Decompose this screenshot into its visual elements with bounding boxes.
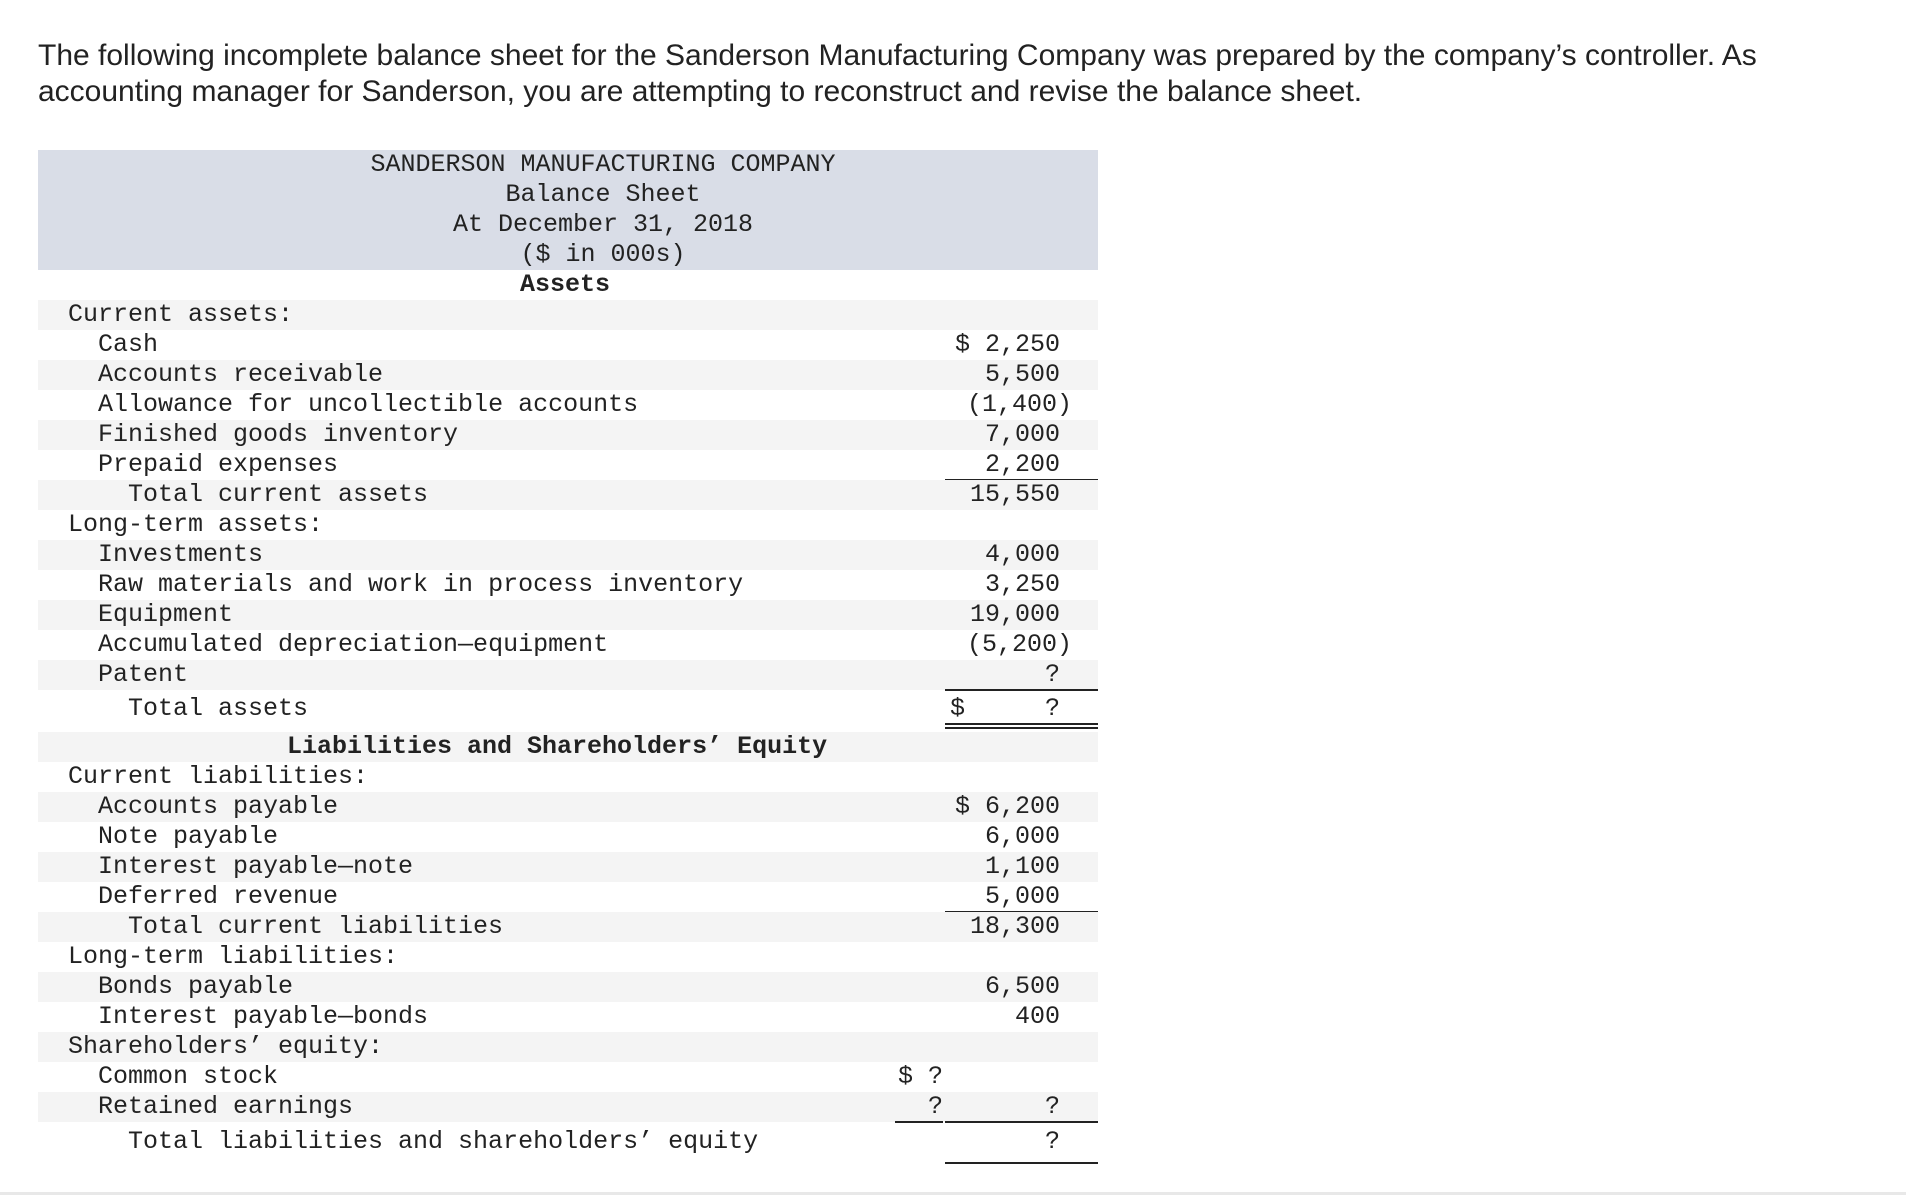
line-label: Allowance for uncollectible accounts bbox=[98, 390, 639, 419]
line-amount: 5,500 bbox=[984, 360, 1060, 389]
mid-amount: $ ? bbox=[897, 1062, 943, 1091]
line-label: Deferred revenue bbox=[98, 882, 339, 911]
assets-title: Assets bbox=[520, 270, 611, 299]
line-label: Retained earnings bbox=[98, 1092, 354, 1121]
current-liabilities-heading-row bbox=[38, 762, 1098, 792]
line-amount: 19,000 bbox=[969, 600, 1060, 629]
balance-sheet bbox=[38, 150, 1098, 1164]
line-label: Interest payable—bonds bbox=[98, 1002, 429, 1031]
asset-row-patent bbox=[38, 660, 1098, 690]
line-amount: 4,000 bbox=[984, 540, 1060, 569]
line-amount: 400 bbox=[1014, 1002, 1060, 1031]
liab-row-deferred-revenue bbox=[38, 882, 1098, 912]
asset-row-raw-wip bbox=[38, 570, 1098, 600]
line-amount: ? bbox=[1044, 660, 1060, 689]
asset-row-allowance bbox=[38, 390, 1098, 420]
line-amount: 1,100 bbox=[984, 852, 1060, 881]
asset-row-equipment bbox=[38, 600, 1098, 630]
line-amount: $ 2,250 bbox=[954, 330, 1060, 359]
line-amount: ? bbox=[1044, 1127, 1060, 1156]
liab-row-interest-note bbox=[38, 852, 1098, 882]
line-label: Total current assets bbox=[128, 480, 429, 509]
statement-units: ($ in 000s) bbox=[520, 240, 686, 269]
line-label: Accumulated depreciation—equipment bbox=[98, 630, 609, 659]
line-label: Cash bbox=[98, 330, 159, 359]
longterm-liabilities-heading: Long-term liabilities: bbox=[68, 942, 399, 971]
asset-row-accumulated-depreciation bbox=[38, 630, 1098, 660]
total-dollar-sign: $ bbox=[950, 694, 966, 723]
line-label: Note payable bbox=[98, 822, 279, 851]
problem-intro: The following incomplete balance sheet for the Sanderson Manufacturing Company was prepared by the company’s controller. As accounting manager for Sanderson, you are attempting to reconstruct and revise the balance sheet. bbox=[38, 39, 1757, 108]
asset-row-investments bbox=[38, 540, 1098, 570]
line-amount: 6,500 bbox=[984, 972, 1060, 1001]
line-label: Investments bbox=[98, 540, 264, 569]
statement-title: Balance Sheet bbox=[505, 180, 701, 209]
current-liabilities-heading: Current liabilities: bbox=[68, 762, 369, 791]
line-amount: 2,200 bbox=[984, 450, 1060, 479]
liab-row-note-payable bbox=[38, 822, 1098, 852]
asset-row-cash bbox=[38, 330, 1098, 360]
line-amount: (5,200) bbox=[966, 630, 1072, 659]
line-amount: 7,000 bbox=[984, 420, 1060, 449]
current-assets-heading-row bbox=[38, 300, 1098, 330]
liabilities-title-row bbox=[38, 732, 1098, 762]
equity-heading-row bbox=[38, 1032, 1098, 1062]
line-amount: 18,300 bbox=[969, 912, 1060, 941]
line-amount: 5,000 bbox=[984, 882, 1060, 911]
liab-row-bonds-payable bbox=[38, 972, 1098, 1002]
liabilities-title: Liabilities and Shareholders’ Equity bbox=[287, 732, 828, 761]
line-label: Raw materials and work in process inventory bbox=[98, 570, 744, 599]
line-amount: (1,400) bbox=[966, 390, 1072, 419]
asset-row-prepaid bbox=[38, 450, 1098, 480]
liab-row-total bbox=[38, 1122, 1098, 1164]
current-assets-heading: Current assets: bbox=[68, 300, 294, 329]
asset-row-total bbox=[38, 690, 1098, 728]
line-label: Accounts receivable bbox=[98, 360, 384, 389]
line-label: Total liabilities and shareholders’ equity bbox=[128, 1127, 759, 1156]
statement-date: At December 31, 2018 bbox=[452, 210, 754, 239]
line-label: Patent bbox=[98, 660, 189, 689]
line-amount: 6,000 bbox=[984, 822, 1060, 851]
line-label: Equipment bbox=[98, 600, 234, 629]
company-name: SANDERSON MANUFACTURING COMPANY bbox=[370, 150, 836, 179]
longterm-liabilities-heading-row bbox=[38, 942, 1098, 972]
equity-row-retained-earnings bbox=[38, 1092, 1098, 1122]
equity-row-common-stock bbox=[38, 1062, 1098, 1092]
line-amount: 15,550 bbox=[969, 480, 1060, 509]
line-label: Total current liabilities bbox=[128, 912, 504, 941]
sheet-header bbox=[38, 150, 1098, 270]
longterm-assets-heading-row bbox=[38, 510, 1098, 540]
line-amount: 3,250 bbox=[984, 570, 1060, 599]
line-label: Accounts payable bbox=[98, 792, 339, 821]
equity-heading: Shareholders’ equity: bbox=[68, 1032, 384, 1061]
line-label: Total assets bbox=[128, 694, 309, 723]
asset-row-total-current bbox=[38, 480, 1098, 510]
liab-row-accounts-payable bbox=[38, 792, 1098, 822]
line-amount: ? bbox=[1044, 1092, 1060, 1121]
total-double-rule bbox=[945, 723, 1098, 729]
line-label: Interest payable—note bbox=[98, 852, 414, 881]
line-label: Finished goods inventory bbox=[98, 420, 459, 449]
longterm-assets-heading: Long-term assets: bbox=[68, 510, 324, 539]
page-bottom-divider bbox=[0, 1192, 1906, 1195]
liab-row-total-current bbox=[38, 912, 1098, 942]
liab-row-interest-bonds bbox=[38, 1002, 1098, 1032]
assets-title-row bbox=[38, 270, 1098, 300]
line-label: Bonds payable bbox=[98, 972, 294, 1001]
asset-row-finished-goods bbox=[38, 420, 1098, 450]
mid-amount: ? bbox=[927, 1092, 943, 1121]
total-rule bbox=[945, 1162, 1098, 1164]
line-label: Common stock bbox=[98, 1062, 279, 1091]
line-label: Prepaid expenses bbox=[98, 450, 339, 479]
asset-row-accounts-receivable bbox=[38, 360, 1098, 390]
line-amount: ? bbox=[1044, 694, 1060, 723]
line-amount: $ 6,200 bbox=[954, 792, 1060, 821]
